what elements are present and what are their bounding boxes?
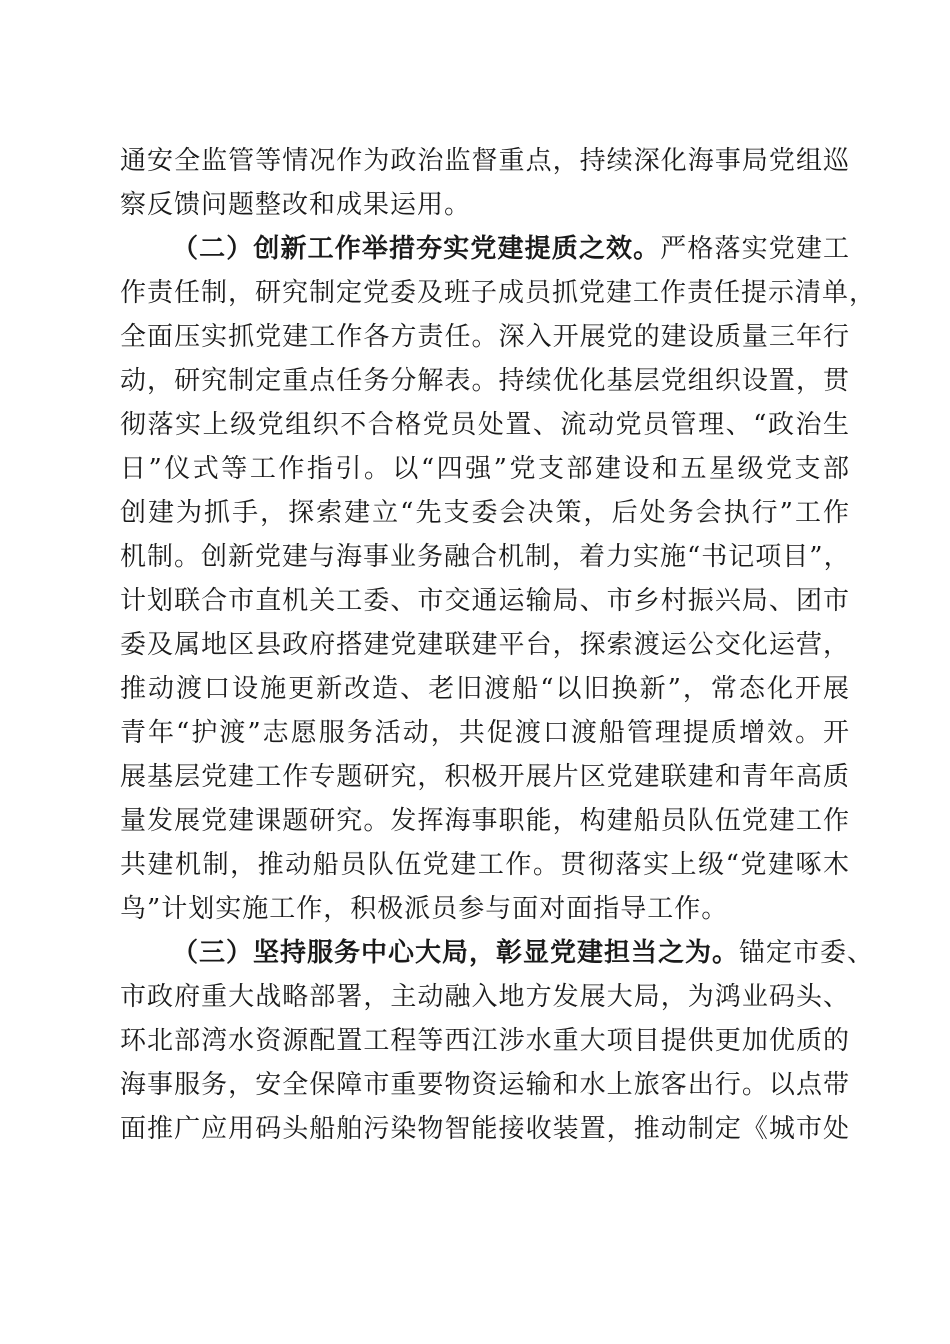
text-line: 彻落实上级党组织不合格党员处置、流动党员管理、“政治生 [120, 410, 850, 440]
text-line: 鸟”计划实施工作，积极派员参与面对面指导工作。 [120, 894, 729, 924]
text-line: 创建为抓手，探索建立“先支委会决策，后处务会执行”工作 [120, 498, 850, 528]
section-heading-2: （二）创新工作举措夯实党建提质之效。 [172, 234, 661, 264]
text-line: 作责任制，研究制定党委及班子成员抓党建工作责任提示清单， [120, 278, 877, 308]
text-line: 海事服务，安全保障市重要物资运输和水上旅客出行。以点带 [120, 1070, 850, 1100]
text-line: 察反馈问题整改和成果运用。 [120, 190, 472, 220]
text-line: 展基层党建工作专题研究，积极开展片区党建联建和青年高质 [120, 762, 850, 792]
text-line: 日”仪式等工作指引。以“四强”党支部建设和五星级党支部 [120, 454, 850, 484]
text-line: 计划联合市直机关工委、市交通运输局、市乡村振兴局、团市 [120, 586, 850, 616]
text-line: 环北部湾水资源配置工程等西江涉水重大项目提供更加优质的 [120, 1026, 850, 1056]
text-line: 机制。创新党建与海事业务融合机制，着力实施“书记项目”， [120, 542, 851, 572]
text-span: 锚定市委、 [739, 938, 875, 968]
text-line: 通安全监管等情况作为政治监督重点，持续深化海事局党组巡 [120, 146, 850, 176]
section-heading-3: （三）坚持服务中心大局，彰显党建担当之为。 [172, 938, 740, 968]
section-heading-line [172, 227, 850, 271]
text-line: 委及属地区县政府搭建党建联建平台，探索渡运公交化运营， [120, 630, 850, 660]
text-line: 市政府重大战略部署，主动融入地方发展大局，为鸿业码头、 [120, 982, 850, 1012]
text-line: 共建机制，推动船员队伍党建工作。贯彻落实上级“党建啄木 [120, 850, 850, 880]
text-line: 面推广应用码头船舶污染物智能接收装置，推动制定《城市处 [120, 1114, 850, 1144]
text-line: 量发展党建课题研究。发挥海事职能，构建船员队伍党建工作 [120, 806, 850, 836]
text-line: 推动渡口设施更新改造、老旧渡船“以旧换新”，常态化开展 [120, 674, 850, 704]
section-heading-line [172, 931, 875, 975]
text-span: 严格落实党建工 [660, 234, 850, 264]
text-line: 全面压实抓党建工作各方责任。深入开展党的建设质量三年行 [120, 322, 850, 352]
text-line: 青年“护渡”志愿服务活动，共促渡口渡船管理提质增效。开 [120, 718, 850, 748]
text-line: 动，研究制定重点任务分解表。持续优化基层党组织设置，贯 [120, 366, 850, 396]
